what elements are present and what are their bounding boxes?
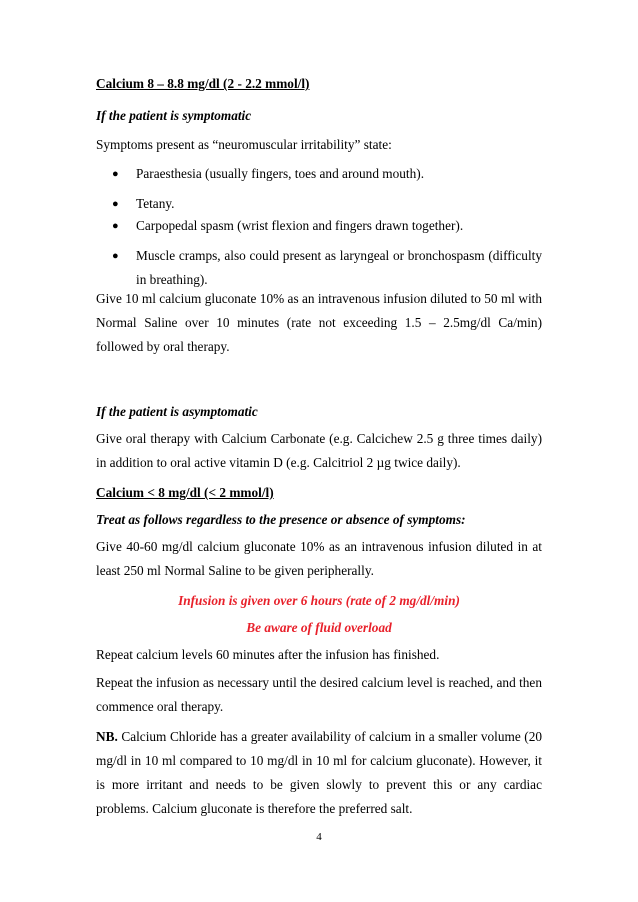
bullet-icon: ● <box>112 168 119 180</box>
severe-treatment: Give 40-60 mg/dl calcium gluconate 10% as an intravenous infusion diluted in at least 250 ml Normal Saline to be given peripherally. <box>96 539 542 578</box>
asymptomatic-treatment: Give oral therapy with Calcium Carbonate (e.g. Calcichew 2.5 g three times daily) in addition to oral active vitamin D (e.g. Calcitriol 2 µg twice daily). <box>96 431 542 470</box>
repeat-infusion-text: Repeat the infusion as necessary until the desired calcium level is reached, and then commence oral therapy. <box>96 675 542 714</box>
asymptomatic-heading: If the patient is asymptomatic <box>96 404 258 419</box>
bullet-icon: ● <box>112 198 119 210</box>
symptomatic-treatment: Give 10 ml calcium gluconate 10% as an intravenous infusion diluted to 50 ml with Normal Saline over 10 minutes (rate not exceeding 1.5 – 2.5mg/dl Ca/min) followed by oral therapy. <box>96 291 542 354</box>
nb-label: NB. <box>96 729 118 744</box>
nb-text: Calcium Chloride has a greater availability of calcium in a smaller volume (20 mg/dl in 10 ml compared to 10 mg/dl in 10 ml for calcium gluconate). However, it is more irritant and needs to be given slowly to prevent this or any cardiac problems. Calcium gluconate is therefore the preferred salt. <box>96 729 542 816</box>
infusion-rate-alert: Infusion is given over 6 hours (rate of 2 mg/dl/min) <box>178 593 460 608</box>
fluid-overload-alert: Be aware of fluid overload <box>246 620 392 635</box>
nb-paragraph <box>96 725 542 821</box>
bullet-icon: ● <box>112 220 119 232</box>
bullet-icon: ● <box>112 250 119 262</box>
severe-calcium-heading: Calcium < 8 mg/dl (< 2 mmol/l) <box>96 485 274 500</box>
symptoms-intro: Symptoms present as “neuromuscular irritability” state: <box>96 137 392 152</box>
moderate-calcium-heading: Calcium 8 – 8.8 mg/dl (2 - 2.2 mmol/l) <box>96 76 310 91</box>
document-page <box>96 0 542 902</box>
repeat-levels-text: Repeat calcium levels 60 minutes after the infusion has finished. <box>96 647 440 662</box>
symptom-text: Tetany. <box>136 196 175 211</box>
symptom-text: Paraesthesia (usually fingers, toes and around mouth). <box>136 166 425 181</box>
severe-subheading: Treat as follows regardless to the presence or absence of symptoms: <box>96 512 466 527</box>
symptomatic-heading: If the patient is symptomatic <box>96 108 252 123</box>
page-number: 4 <box>316 831 322 843</box>
symptom-text: Carpopedal spasm (wrist flexion and fingers drawn together). <box>136 218 464 233</box>
symptom-text: Muscle cramps, also could present as laryngeal or bronchospasm (difficulty in breathing). <box>136 248 542 287</box>
